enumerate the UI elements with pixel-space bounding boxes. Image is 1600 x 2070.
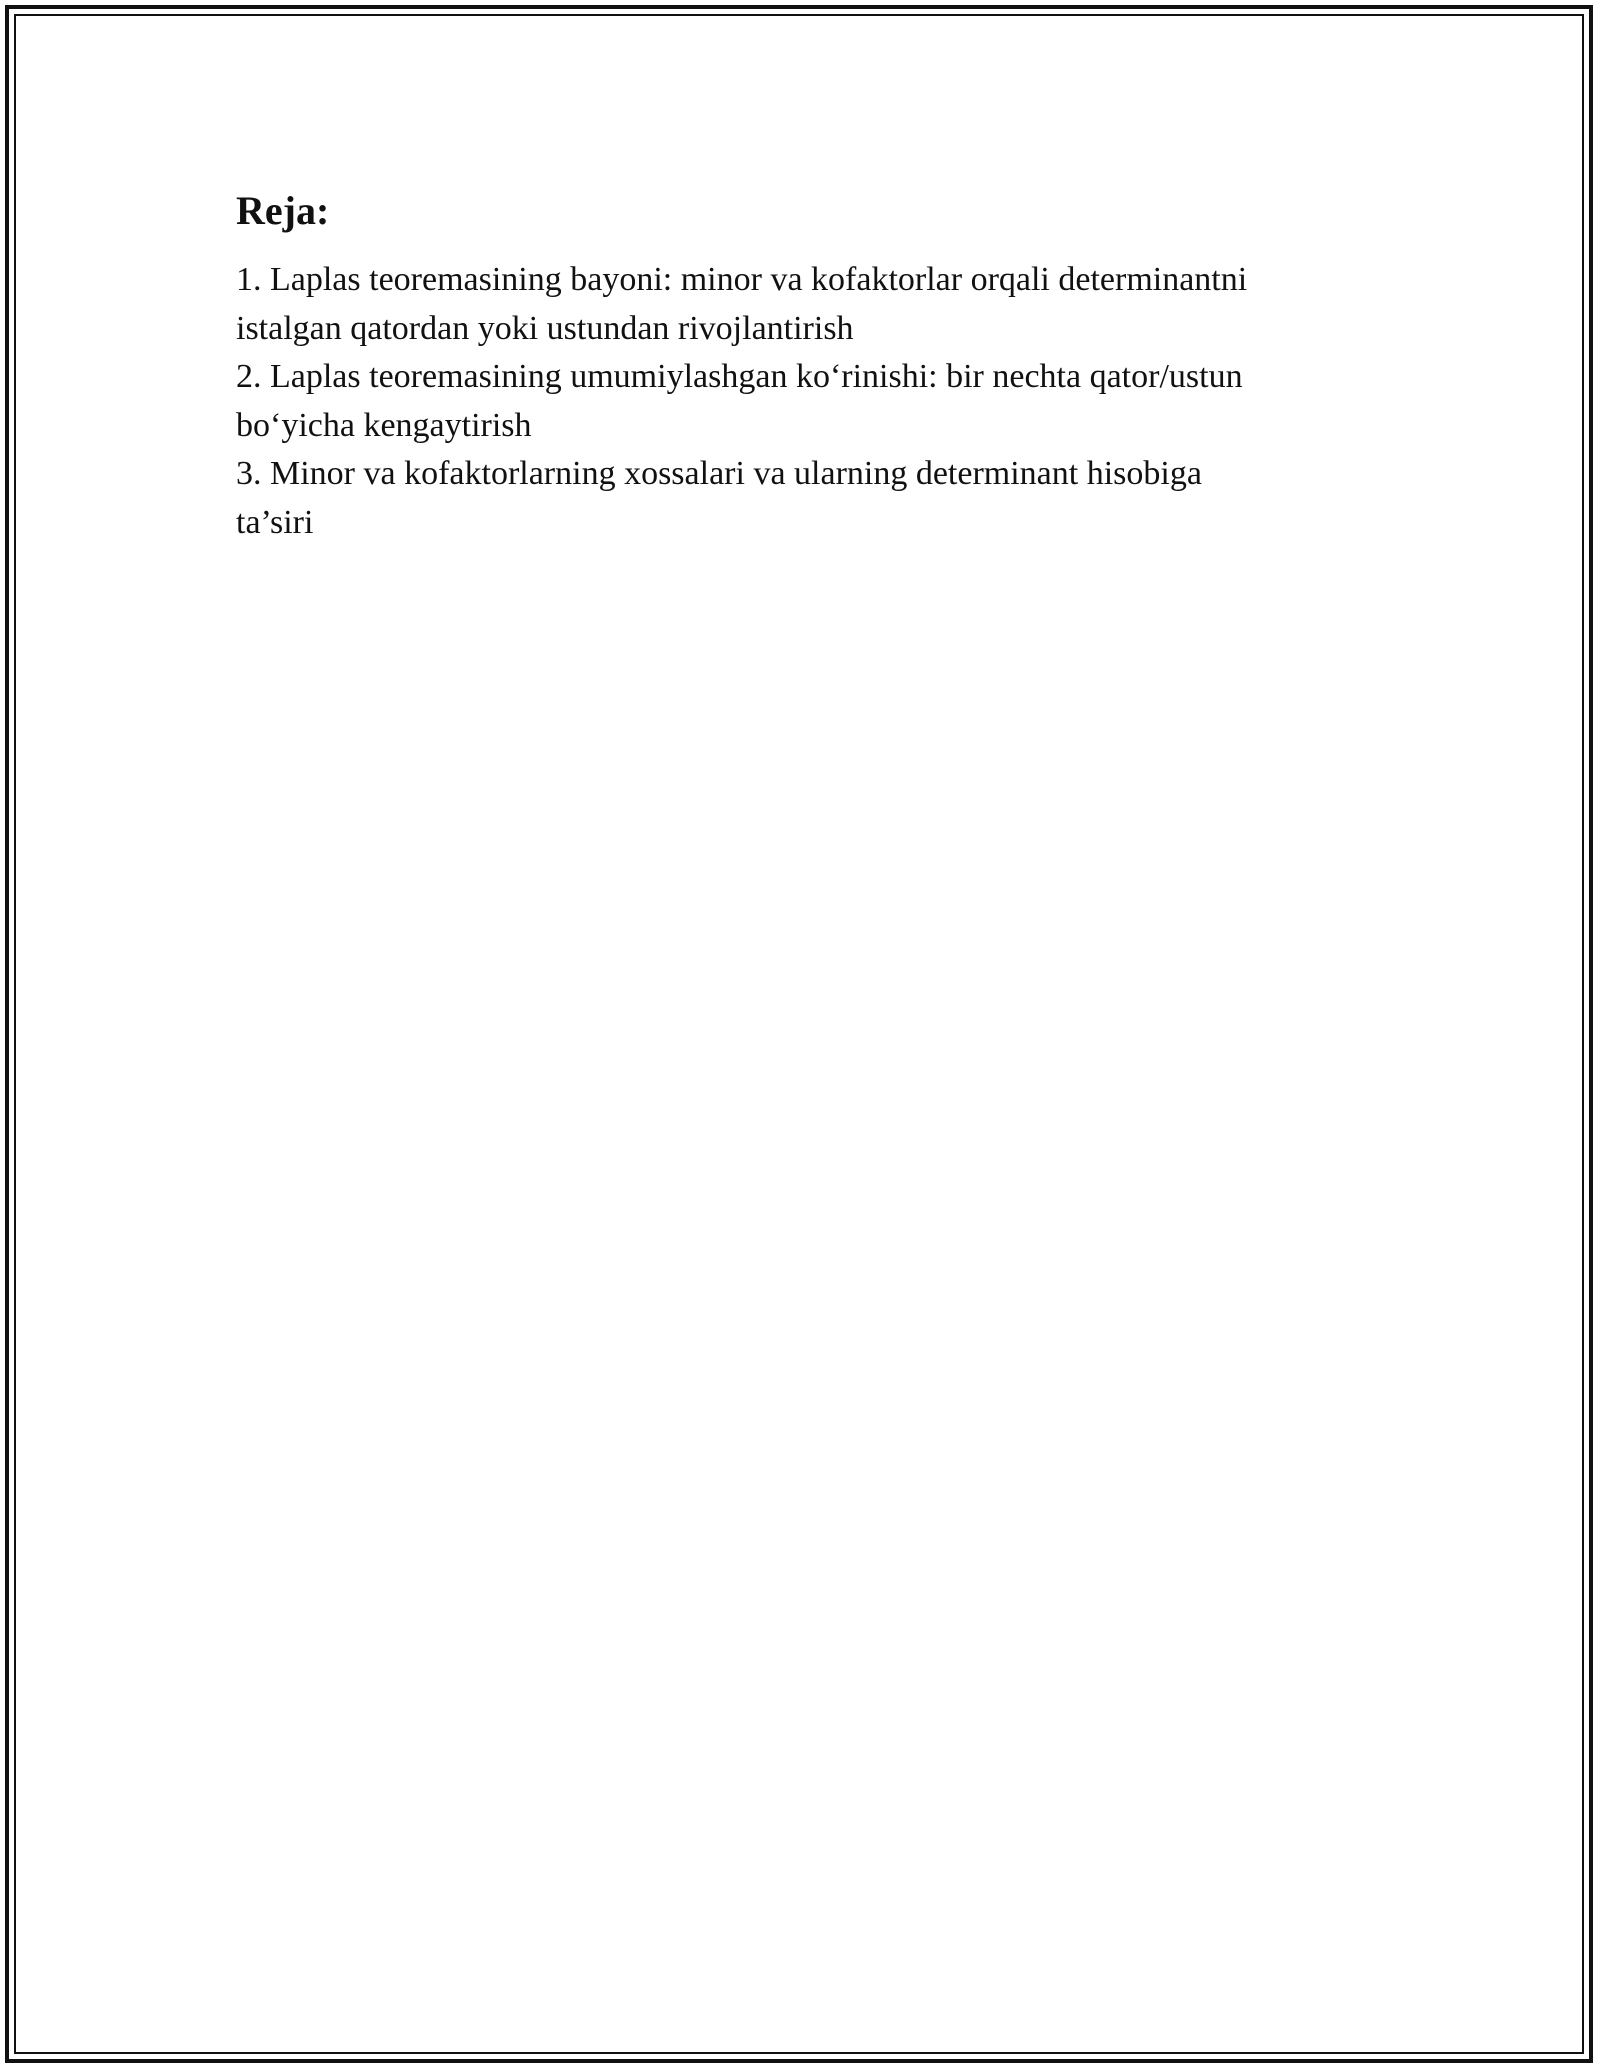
plan-item-3 (236, 450, 1356, 547)
plan-item-1 (236, 256, 1356, 353)
plan-heading: Reja: (236, 188, 330, 233)
plan-item-1-line-2: istalgan qatordan yoki ustundan rivojlantirish (236, 309, 854, 347)
plan-item-2-line-2: bo‘yicha kengaytirish (236, 406, 532, 444)
document-body (236, 186, 1356, 547)
plan-item-3-line-2: ta’siri (236, 503, 314, 541)
plan-item-2 (236, 353, 1356, 450)
plan-item-2-line-1: 2. Laplas teoremasining umumiylashgan ko‘rinishi: bir nechta qator/ustun (236, 358, 1243, 395)
plan-list (236, 256, 1356, 547)
plan-item-1-line-1: 1. Laplas teoremasining bayoni: minor va kofaktorlar orqali determinantni (236, 261, 1248, 298)
plan-item-3-line-1: 3. Minor va kofaktorlarning xossalari va ularning determinant hisobiga (236, 455, 1202, 492)
